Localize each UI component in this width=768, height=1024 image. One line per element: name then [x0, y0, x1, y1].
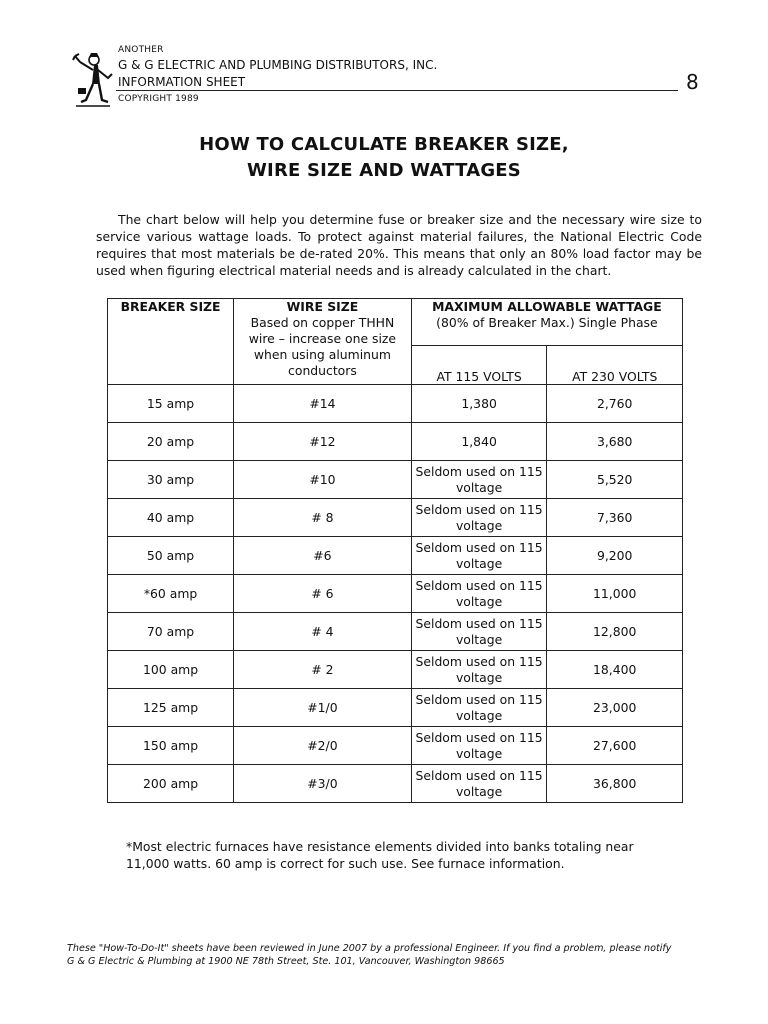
cell-wire: #12 [234, 423, 412, 461]
header-breaker-size-label: BREAKER SIZE [120, 299, 221, 314]
cell-230: 7,360 [547, 499, 683, 537]
cell-230: 5,520 [547, 461, 683, 499]
header-wire-size-label: WIRE SIZE [286, 299, 359, 314]
cell-115: 1,840 [411, 423, 547, 461]
cell-breaker: *60 amp [108, 575, 234, 613]
cell-breaker: 40 amp [108, 499, 234, 537]
cell-115: Seldom used on 115 voltage [411, 537, 547, 575]
table-row [108, 461, 683, 499]
review-note-line-2: G & G Electric & Plumbing at 1900 NE 78th Street, Ste. 101, Vancouver, Washington 98665 [67, 956, 505, 967]
cell-230: 23,000 [547, 689, 683, 727]
cell-115: Seldom used on 115 voltage [411, 613, 547, 651]
table-row [108, 689, 683, 727]
header-copyright: COPYRIGHT 1989 [118, 94, 199, 104]
cell-230: 2,760 [547, 385, 683, 423]
table-row [108, 423, 683, 461]
table-row [108, 575, 683, 613]
review-note-line-1: These "How-To-Do-It" sheets have been reviewed in June 2007 by a professional Engineer. If you find a problem, please notify [67, 943, 672, 954]
furnace-footnote [126, 838, 646, 872]
header-max-wattage [411, 299, 682, 346]
cell-breaker: 50 amp [108, 537, 234, 575]
review-note [67, 942, 717, 968]
header-at-115-volts: AT 115 VOLTS [411, 346, 547, 385]
header-breaker-size [108, 299, 234, 385]
header-company-name: G & G ELECTRIC AND PLUMBING DISTRIBUTORS, INC. [118, 58, 438, 72]
table-row [108, 537, 683, 575]
cell-breaker: 20 amp [108, 423, 234, 461]
page-title-line-1: HOW TO CALCULATE BREAKER SIZE, [199, 134, 569, 155]
cell-wire: #6 [234, 537, 412, 575]
cell-230: 27,600 [547, 727, 683, 765]
cell-115: Seldom used on 115 voltage [411, 765, 547, 803]
header-at-230-volts: AT 230 VOLTS [547, 346, 683, 385]
header-max-wattage-label: MAXIMUM ALLOWABLE WATTAGE [432, 299, 662, 314]
cell-115: Seldom used on 115 voltage [411, 575, 547, 613]
cell-breaker: 70 amp [108, 613, 234, 651]
cell-230: 18,400 [547, 651, 683, 689]
cell-wire: # 4 [234, 613, 412, 651]
cell-breaker: 150 amp [108, 727, 234, 765]
header-max-wattage-note: (80% of Breaker Max.) Single Phase [436, 315, 658, 330]
cell-115: 1,380 [411, 385, 547, 423]
header-another: ANOTHER [118, 45, 164, 55]
table-row [108, 765, 683, 803]
page-title-line-2: WIRE SIZE AND WATTAGES [247, 160, 521, 181]
cell-breaker: 15 amp [108, 385, 234, 423]
table-row [108, 727, 683, 765]
cell-breaker: 30 amp [108, 461, 234, 499]
cell-wire: # 2 [234, 651, 412, 689]
cell-wire: #1/0 [234, 689, 412, 727]
cell-wire: #14 [234, 385, 412, 423]
intro-paragraph: The chart below will help you determine fuse or breaker size and the necessary wire size to service various wattage loads. To protect against material failures, the National Electric Code requires that most materials be de-rated 20%. This means that only an 80% load factor may be used when figuring electrical material needs and is already calculated in the chart. [96, 212, 702, 278]
page-number: 8 [686, 70, 699, 94]
cell-breaker: 200 amp [108, 765, 234, 803]
table-row [108, 613, 683, 651]
header-rule [116, 90, 678, 91]
cell-115: Seldom used on 115 voltage [411, 689, 547, 727]
header-wire-size-note: Based on copper THHN wire – increase one size when using aluminum conductors [248, 315, 397, 378]
cell-wire: # 8 [234, 499, 412, 537]
company-mascot-logo-icon [72, 50, 114, 108]
cell-breaker: 100 amp [108, 651, 234, 689]
table-row [108, 385, 683, 423]
breaker-wire-wattage-table [107, 298, 683, 803]
table-row [108, 651, 683, 689]
cell-breaker: 125 amp [108, 689, 234, 727]
cell-230: 12,800 [547, 613, 683, 651]
cell-230: 3,680 [547, 423, 683, 461]
cell-230: 36,800 [547, 765, 683, 803]
table-row [108, 499, 683, 537]
cell-wire: #3/0 [234, 765, 412, 803]
cell-230: 11,000 [547, 575, 683, 613]
cell-115: Seldom used on 115 voltage [411, 727, 547, 765]
cell-wire: #10 [234, 461, 412, 499]
cell-230: 9,200 [547, 537, 683, 575]
cell-115: Seldom used on 115 voltage [411, 651, 547, 689]
footnote-line-1: *Most electric furnaces have resistance elements divided into banks totaling near [126, 839, 634, 854]
cell-wire: # 6 [234, 575, 412, 613]
cell-115: Seldom used on 115 voltage [411, 499, 547, 537]
cell-wire: #2/0 [234, 727, 412, 765]
table-body [108, 385, 683, 803]
footnote-line-2: 11,000 watts. 60 amp is correct for such use. See furnace information. [126, 856, 565, 871]
header-wire-size [234, 299, 412, 385]
header-information-sheet: INFORMATION SHEET [118, 75, 246, 89]
cell-115: Seldom used on 115 voltage [411, 461, 547, 499]
